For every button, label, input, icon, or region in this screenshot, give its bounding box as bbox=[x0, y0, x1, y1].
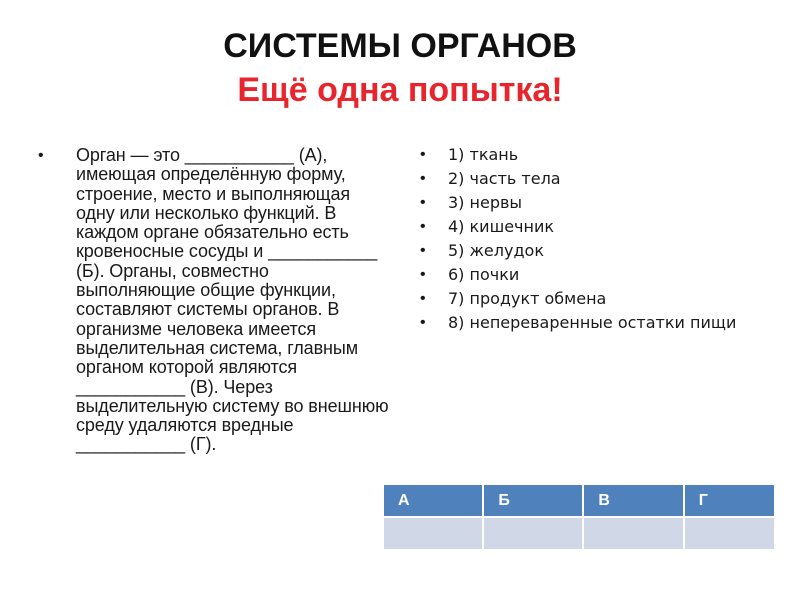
answer-header-a: А bbox=[383, 484, 483, 517]
option-item bbox=[420, 265, 780, 285]
options-list bbox=[420, 145, 780, 333]
slide-title: СИСТЕМЫ ОРГАНОВ bbox=[223, 27, 577, 65]
answer-header-b: Б bbox=[483, 484, 583, 517]
option-label: 6) почки bbox=[448, 265, 520, 284]
bullet-dot-icon: • bbox=[420, 146, 426, 163]
option-label: 7) продукт обмена bbox=[448, 289, 607, 308]
answer-header-g: Г bbox=[684, 484, 775, 517]
option-label: 2) часть тела bbox=[448, 169, 561, 188]
answer-header-v: В bbox=[583, 484, 683, 517]
option-item bbox=[420, 289, 780, 309]
option-item bbox=[420, 241, 780, 261]
option-item bbox=[420, 169, 780, 189]
answer-table bbox=[382, 483, 776, 551]
slide-subtitle: Ещё одна попытка! bbox=[237, 71, 563, 109]
bullet-dot-icon: • bbox=[38, 147, 44, 164]
task-text: Орган — это ___________ (А), имеющая определённую форму, строение, место и выполняющая одну или несколько функций. В каждом органе обязательно есть кровеносные сосуды и ___________ (Б). Органы, совместно выполняющие общие функции, составляют системы органов. В организме человека имеется выделительная система, главным органом которой являются ___________ (В). Через выделительную систему во внешнюю среду удаляются вредные ___________ (Г). bbox=[76, 145, 389, 455]
option-label: 1) ткань bbox=[448, 145, 519, 164]
bullet-dot-icon: • bbox=[420, 266, 426, 283]
option-label: 8) непереваренные остатки пищи bbox=[448, 313, 737, 332]
answer-cell-a[interactable] bbox=[383, 517, 483, 550]
option-label: 4) кишечник bbox=[448, 217, 555, 236]
task-text-item bbox=[38, 146, 390, 455]
option-item bbox=[420, 193, 780, 213]
answer-cell-g[interactable] bbox=[684, 517, 775, 550]
option-label: 5) желудок bbox=[448, 241, 544, 260]
answer-table-header-row bbox=[383, 484, 775, 517]
bullet-dot-icon: • bbox=[420, 290, 426, 307]
options-column bbox=[420, 145, 780, 337]
option-label: 3) нервы bbox=[448, 193, 523, 212]
answer-cell-b[interactable] bbox=[483, 517, 583, 550]
answer-cell-v[interactable] bbox=[583, 517, 683, 550]
option-item bbox=[420, 217, 780, 237]
option-item bbox=[420, 145, 780, 165]
bullet-dot-icon: • bbox=[420, 314, 426, 331]
task-text-column bbox=[38, 146, 390, 455]
bullet-dot-icon: • bbox=[420, 218, 426, 235]
option-item bbox=[420, 313, 780, 333]
answer-table-answer-row bbox=[383, 517, 775, 550]
bullet-dot-icon: • bbox=[420, 170, 426, 187]
bullet-dot-icon: • bbox=[420, 242, 426, 259]
bullet-dot-icon: • bbox=[420, 194, 426, 211]
slide-title-block bbox=[0, 24, 800, 112]
